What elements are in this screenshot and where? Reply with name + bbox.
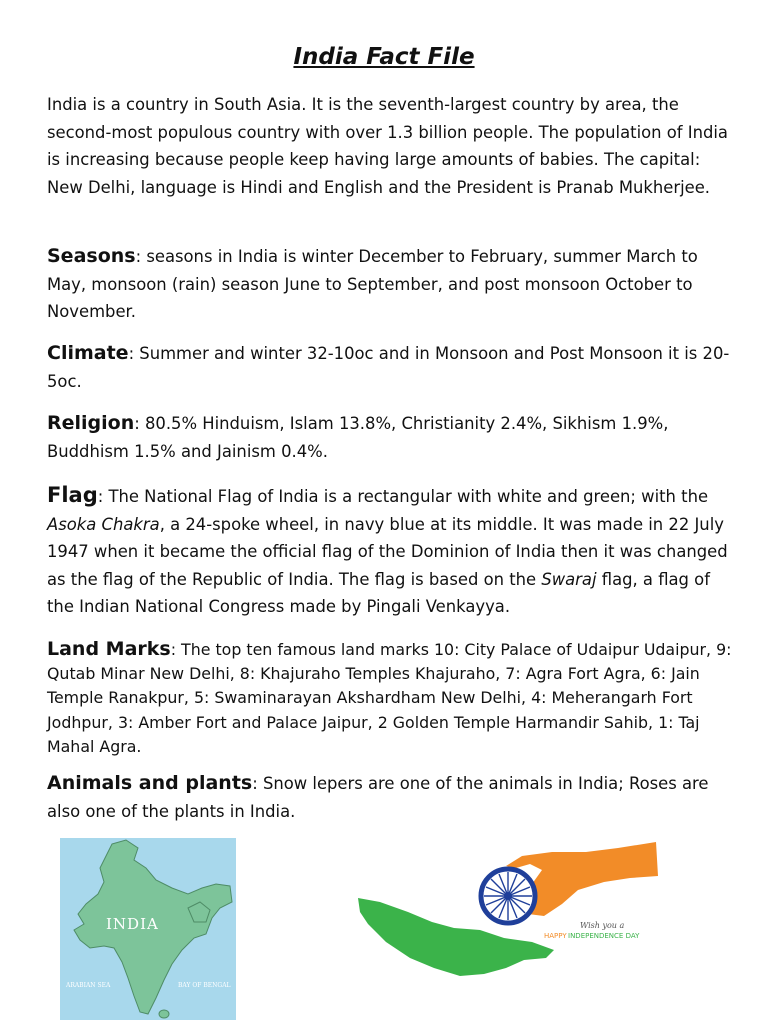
independence-day-image	[356, 838, 660, 1020]
seasons-heading: Seasons	[47, 245, 136, 267]
swaraj-term: Swaraj	[541, 569, 597, 589]
climate-text: : Summer and winter 32-10oc and in Monsoon and Post Monsoon it is 20-5oc.	[47, 344, 730, 391]
landmarks-text: : The top ten famous land marks 10: City Palace of Udaipur Udaipur, 9: Qutab Minar New Delhi, 8: Khajuraho Temples Khajuraho, 7: Agra Fort Agra, 6: Jain Temple Ranakpur, 5: Swaminarayan Akshardham New Delhi, 4: Meherangarh Fort Jodhpur, 3: Amber Fort and Palace Jaipur, 2 Golden Temple Harmandir Sahib, 1: Taj Mahal Agra.	[47, 640, 732, 756]
india-map-image	[60, 838, 236, 1020]
climate-heading: Climate	[47, 342, 129, 364]
flag-heading: Flag	[47, 483, 98, 507]
map-country-label: INDIA	[106, 915, 159, 933]
flag-text-2: , a 24-spoke wheel, in navy blue at its middle. It was made in 22 July 1947 when it became the official flag of the Dominion of India then it was changed as the flag of the Republic of India. The flag is based on the	[47, 514, 728, 589]
animals-heading: Animals and plants	[47, 772, 253, 794]
landmarks-heading: Land Marks	[47, 638, 171, 660]
wish-text: Wish you a	[580, 921, 625, 930]
greeting-happy-text: HAPPY	[544, 932, 567, 940]
map-bay-of-bengal-label: BAY OF BENGAL	[178, 982, 231, 989]
seasons-text: : seasons in India is winter December to February, summer March to May, monsoon (rain) season June to September, and post monsoon October to November.	[47, 247, 698, 322]
india-map-graphic	[60, 838, 236, 1020]
greeting-independence-text: INDEPENDENCE DAY	[568, 932, 640, 940]
landmarks-paragraph	[47, 637, 737, 759]
animals-paragraph	[47, 770, 737, 825]
flag-text-3: flag, a flag of the Indian National Congress made by Pingali Venkayya.	[47, 569, 710, 617]
flag-paragraph	[47, 482, 737, 621]
hands-graphic	[356, 838, 660, 1020]
intro-text: India is a country in South Asia. It is the seventh-largest country by area, the second-most populous country with over 1.3 billion people. The population of India is increasing because people keep having large amounts of babies. The capital: New Delhi, language is Hindi and English and the President is Pranab Mukherjee.	[47, 95, 728, 197]
ashoka-chakra-icon	[481, 869, 535, 923]
climate-paragraph	[47, 340, 737, 395]
flag-text-1: : The National Flag of India is a rectangular with white and green; with the	[97, 487, 709, 506]
asoka-chakra-term: Asoka Chakra	[47, 514, 160, 534]
sri-lanka-shape	[159, 1010, 169, 1018]
page-title: India Fact File	[293, 44, 475, 70]
religion-paragraph	[47, 410, 737, 465]
religion-text: : 80.5% Hinduism, Islam 13.8%, Christianity 2.4%, Sikhism 1.9%, Buddhism 1.5% and Jainism 0.4%.	[47, 414, 669, 461]
religion-heading: Religion	[47, 412, 135, 434]
map-arabian-sea-label: ARABIAN SEA	[66, 982, 111, 989]
animals-text: : Snow lepers are one of the animals in India; Roses are also one of the plants in India.	[47, 774, 709, 821]
seasons-paragraph	[47, 243, 737, 326]
intro-paragraph	[47, 91, 737, 201]
